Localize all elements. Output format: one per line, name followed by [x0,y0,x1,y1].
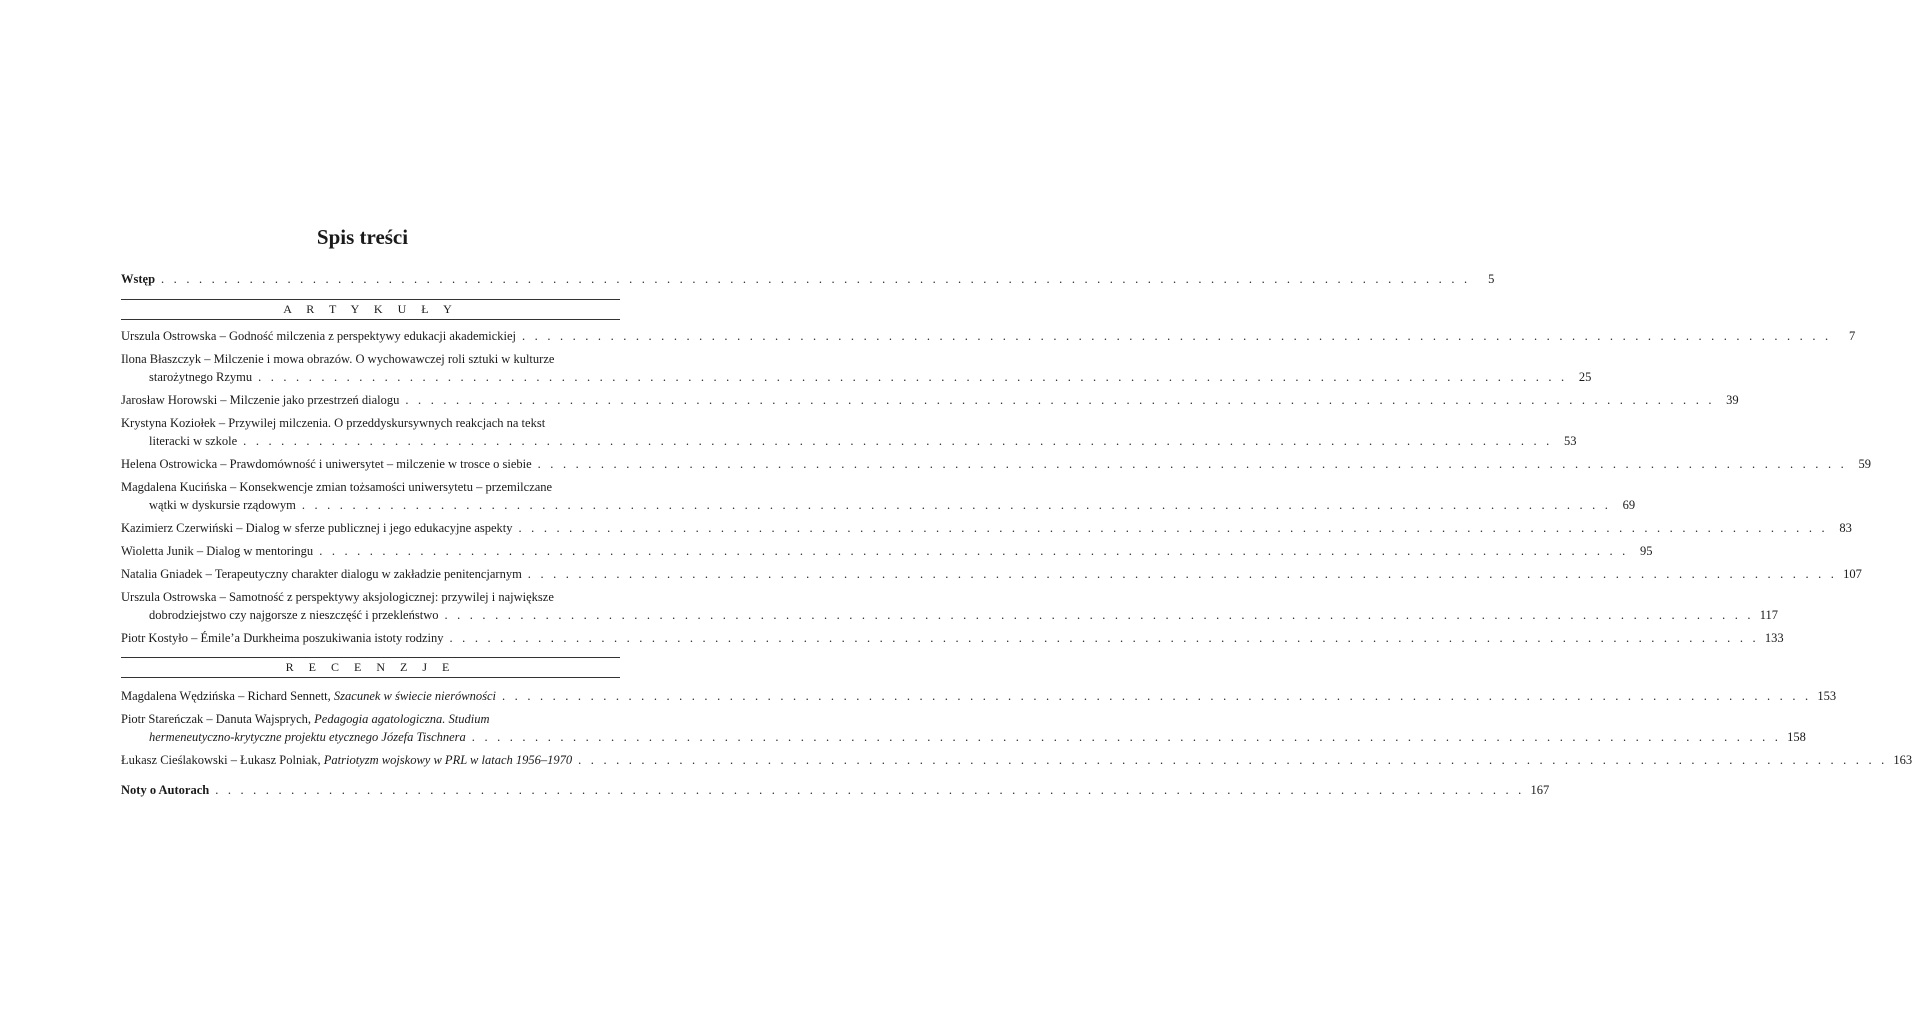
page-number: 133 [1764,631,1784,645]
dot-leader: . . . . . . . . . . . . . . . . . . . . . . . . . . . . . . . . . . . . . . . . . . . . . . . . . . . . . . . . . . . . . . . . . . . . . . . . . . . . . . . . . . . . . . . . . . . . . . . . . . . . . . . . [405,393,1715,407]
page-number: 39 [1726,393,1739,407]
dot-leader: . . . . . . . . . . . . . . . . . . . . . . . . . . . . . . . . . . . . . . . . . . . . . . . . . . . . . . . . . . . . . . . . . . . . . . . . . . . . . . . . . . . . . . . . . . . . . . . . . . . . . . . . [444,608,1754,622]
page-number: 153 [1817,689,1837,703]
review-work: Szacunek w świecie nierówności [333,689,497,703]
page-number: 59 [1858,457,1871,471]
toc-entry-notes[interactable] [121,781,1550,799]
entry-title [121,687,496,705]
review-author: Łukasz Cieślakowski – Łukasz Polniak, [121,753,324,767]
toc-entry[interactable] [121,629,1784,647]
entry-title [121,710,620,728]
page-number: 7 [1849,329,1856,343]
dot-leader: . . . . . . . . . . . . . . . . . . . . . . . . . . . . . . . . . . . . . . . . . . . . . . . . . . . . . . . . . . . . . . . . . . . . . . . . . . . . . . . . . . . . . . . . . . . . . . . . . . . . . . . . [319,544,1629,558]
page-number: 158 [1787,730,1806,744]
dot-leader: . . . . . . . . . . . . . . . . . . . . . . . . . . . . . . . . . . . . . . . . . . . . . . . . . . . . . . . . . . . . . . . . . . . . . . . . . . . . . . . . . . . . . . . . . . . . . . . . . . . . . . . . [449,631,1759,645]
review-author: Magdalena Wędzińska – Richard Sennett, [121,689,334,703]
toc-entry-intro[interactable] [121,270,1495,288]
dot-leader: . . . . . . . . . . . . . . . . . . . . . . . . . . . . . . . . . . . . . . . . . . . . . . . . . . . . . . . . . . . . . . . . . . . . . . . . . . . . . . . . . . . . . . . . . . . . . . . . . . . . . . . . [215,783,1525,797]
review-work-continued: hermeneutyczno-krytyczne projektu etycznego Józefa Tischnera [149,730,466,744]
entry-title-continued: literacki w szkole [149,434,238,448]
dot-leader: . . . . . . . . . . . . . . . . . . . . . . . . . . . . . . . . . . . . . . . . . . . . . . . . . . . . . . . . . . . . . . . . . . . . . . . . . . . . . . . . . . . . . . . . . . . . . . . . . . . . . . . . [471,730,1782,744]
entry-title: Krystyna Koziołek – Przywilej milczenia. O przeddyskursywnych reakcjach na tekst [121,416,546,430]
toc-entry[interactable] [121,391,1739,409]
dot-leader: . . . . . . . . . . . . . . . . . . . . . . . . . . . . . . . . . . . . . . . . . . . . . . . . . . . . . . . . . . . . . . . . . . . . . . . . . . . . . . . . . . . . . . . . . . . . . . . . . . . . . . . . [502,689,1812,703]
entry-title-continued: dobrodziejstwo czy najgorsze z nieszczęść i przekleństwo [149,608,439,622]
toc-entry[interactable] [121,588,1779,624]
entry-title: Wioletta Junik – Dialog w mentoringu [121,544,314,558]
entry-title-continued: wątki w dyskursie rządowym [149,498,296,512]
dot-leader: . . . . . . . . . . . . . . . . . . . . . . . . . . . . . . . . . . . . . . . . . . . . . . . . . . . . . . . . . . . . . . . . . . . . . . . . . . . . . . . . . . . . . . . . . . . . . . . . . . . . . . . . [301,498,1612,512]
toc-entry[interactable] [121,350,1592,386]
entry-title: Ilona Błaszczyk – Milczenie i mowa obrazów. O wychowawczej roli sztuki w kulturze [121,352,555,366]
review-author: Piotr Stareńczak – Danuta Wajsprych, [121,712,315,726]
entry-title: Natalia Gniadek – Terapeutyczny charakter dialogu w zakładzie penitencjarnym [121,567,522,581]
section-heading-articles: A R T Y K U Ł Y [121,299,620,320]
entry-title: Piotr Kostyło – Émile’a Durkheima poszukiwania istoty rodziny [121,631,444,645]
page-number: 167 [1530,783,1550,797]
section-heading-reviews: R E C E N Z J E [121,657,620,678]
entry-title: Magdalena Kucińska – Konsekwencje zmian tożsamości uniwersytetu – przemilczane [121,480,553,494]
toc-entry[interactable] [121,327,1856,345]
table-of-contents [121,268,1912,799]
page-number: 163 [1893,753,1912,767]
dot-leader: . . . . . . . . . . . . . . . . . . . . . . . . . . . . . . . . . . . . . . . . . . . . . . . . . . . . . . . . . . . . . . . . . . . . . . . . . . . . . . . . . . . . . . . . . . . . . . . . . . . . . . . . [161,272,1471,286]
page-number: 69 [1622,498,1636,512]
entry-title: Helena Ostrowicka – Prawdomówność i uniwersytet – milczenie w trosce o siebie [121,457,532,471]
toc-entry[interactable] [121,519,1852,537]
page-number: 95 [1639,544,1653,558]
page-number: 117 [1759,608,1779,622]
toc-entry[interactable] [121,455,1871,473]
dot-leader: . . . . . . . . . . . . . . . . . . . . . . . . . . . . . . . . . . . . . . . . . . . . . . . . . . . . . . . . . . . . . . . . . . . . . . . . . . . . . . . . . . . . . . . . . . . . . . . . . . . . . . . . [522,329,1832,343]
entry-title: Noty o Autorach [121,783,210,797]
toc-entry[interactable] [121,542,1653,560]
review-work: Patriotyzm wojskowy w PRL w latach 1956–1970 [323,753,573,767]
toc-entry[interactable] [121,478,1636,514]
dot-leader: . . . . . . . . . . . . . . . . . . . . . . . . . . . . . . . . . . . . . . . . . . . . . . . . . . . . . . . . . . . . . . . . . . . . . . . . . . . . . . . . . . . . . . . . . . . . . . . . . . . . . . . . [518,521,1828,535]
page-number: 107 [1843,567,1862,581]
page-number: 25 [1578,370,1592,384]
page-title: Spis treści [316,225,409,249]
dot-leader: . . . . . . . . . . . . . . . . . . . . . . . . . . . . . . . . . . . . . . . . . . . . . . . . . . . . . . . . . . . . . . . . . . . . . . . . . . . . . . . . . . . . . . . . . . . . . . . . . . . . . . . . [578,753,1888,767]
dot-leader: . . . . . . . . . . . . . . . . . . . . . . . . . . . . . . . . . . . . . . . . . . . . . . . . . . . . . . . . . . . . . . . . . . . . . . . . . . . . . . . . . . . . . . . . . . . . . . . . . . . . . . . . [243,434,1553,448]
entry-title: Wstęp [121,272,156,286]
entry-title [121,751,572,769]
page-number: 5 [1488,272,1495,286]
toc-entry[interactable] [121,565,1862,583]
entry-title: Urszula Ostrowska – Godność milczenia z perspektywy edukacji akademickiej [121,329,517,343]
dot-leader: . . . . . . . . . . . . . . . . . . . . . . . . . . . . . . . . . . . . . . . . . . . . . . . . . . . . . . . . . . . . . . . . . . . . . . . . . . . . . . . . . . . . . . . . . . . . . . . . . . . . . . . . [537,457,1847,471]
toc-entry-review[interactable] [121,687,1837,705]
page-number: 83 [1839,521,1852,535]
toc-entry-review[interactable] [121,751,1912,769]
dot-leader: . . . . . . . . . . . . . . . . . . . . . . . . . . . . . . . . . . . . . . . . . . . . . . . . . . . . . . . . . . . . . . . . . . . . . . . . . . . . . . . . . . . . . . . . . . . . . . . . . . . . . . . . [258,370,1568,384]
toc-entry-review[interactable] [121,710,1806,746]
review-work: Pedagogia agatologiczna. Studium [314,712,490,726]
entry-title: Urszula Ostrowska – Samotność z perspektywy aksjologicznej: przywilej i największe [121,590,554,604]
entry-title: Kazimierz Czerwiński – Dialog w sferze publicznej i jego edukacyjne aspekty [121,521,513,535]
entry-title-continued: starożytnego Rzymu [149,370,253,384]
entry-title: Jarosław Horowski – Milczenie jako przestrzeń dialogu [121,393,400,407]
toc-entry[interactable] [121,414,1577,450]
page-number: 53 [1563,434,1577,448]
dot-leader: . . . . . . . . . . . . . . . . . . . . . . . . . . . . . . . . . . . . . . . . . . . . . . . . . . . . . . . . . . . . . . . . . . . . . . . . . . . . . . . . . . . . . . . . . . . . . . . . . . . . . . . . [527,567,1838,581]
